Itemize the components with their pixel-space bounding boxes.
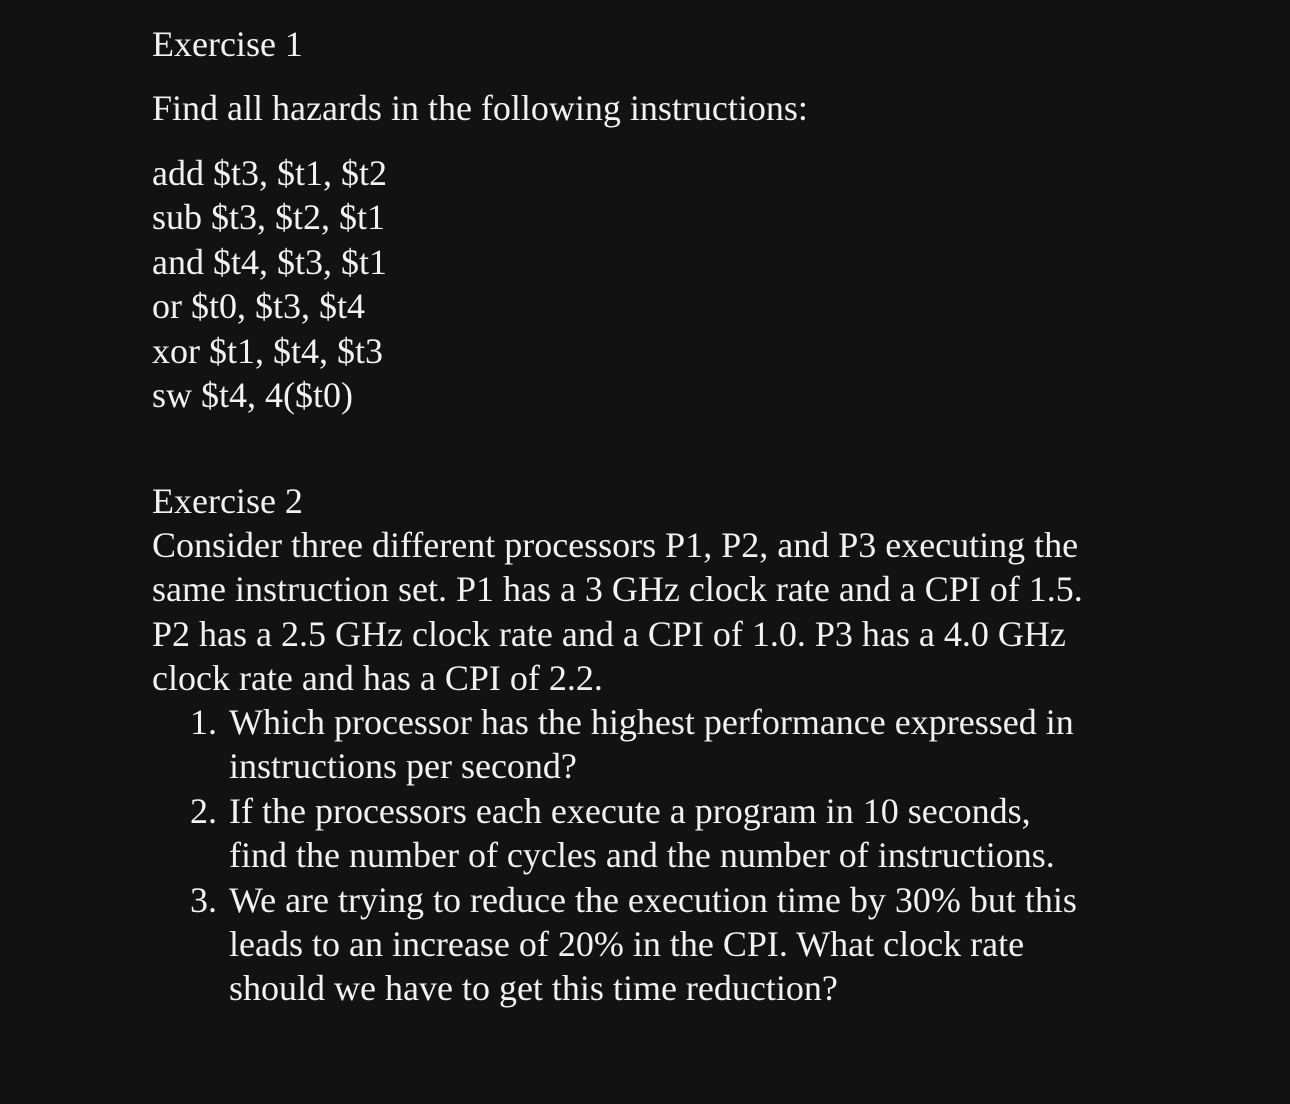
description-line: Consider three different processors P1, P2, and P3 executing the (152, 525, 1079, 565)
question-list (190, 700, 1077, 1011)
question-line: instructions per second? (229, 746, 577, 787)
question-item (190, 878, 1077, 1011)
question-line: should we have to get this time reduction? (229, 968, 838, 1009)
description-line: clock rate and has a CPI of 2.2. (152, 658, 603, 699)
question-number: 3. (190, 879, 217, 920)
exercise-2-title: Exercise 2 (152, 481, 303, 521)
question-line: If the processors each execute a program in 10 seconds, (229, 790, 1031, 831)
question-number: 2. (190, 790, 217, 831)
instruction-line: or $t0, $t3, $t4 (152, 286, 365, 327)
description-line: P2 has a 2.5 GHz clock rate and a CPI of 1.0. P3 has a 4.0 GHz (152, 613, 1066, 654)
exercise-1-title: Exercise 1 (152, 24, 303, 64)
description-line: same instruction set. P1 has a 3 GHz clock rate and a CPI of 1.5. (152, 569, 1083, 610)
instruction-line: xor $t1, $t4, $t3 (152, 330, 383, 371)
question-line: We are trying to reduce the execution time by 30% but this (229, 879, 1077, 920)
instruction-line: sub $t3, $t2, $t1 (152, 197, 386, 238)
exercise-1-prompt: Find all hazards in the following instructions: (152, 88, 808, 128)
instruction-line: sw $t4, 4($t0) (152, 375, 353, 416)
question-item (190, 700, 1077, 789)
question-number: 1. (190, 702, 217, 742)
question-item (190, 789, 1077, 878)
question-line: find the number of cycles and the number of instructions. (229, 835, 1055, 876)
instruction-list (152, 151, 387, 417)
question-line: leads to an increase of 20% in the CPI. What clock rate (229, 924, 1025, 965)
question-line: Which processor has the highest performance expressed in (229, 702, 1074, 742)
instruction-line: add $t3, $t1, $t2 (152, 153, 387, 193)
exercise-2-description (152, 523, 1152, 701)
instruction-line: and $t4, $t3, $t1 (152, 241, 387, 282)
